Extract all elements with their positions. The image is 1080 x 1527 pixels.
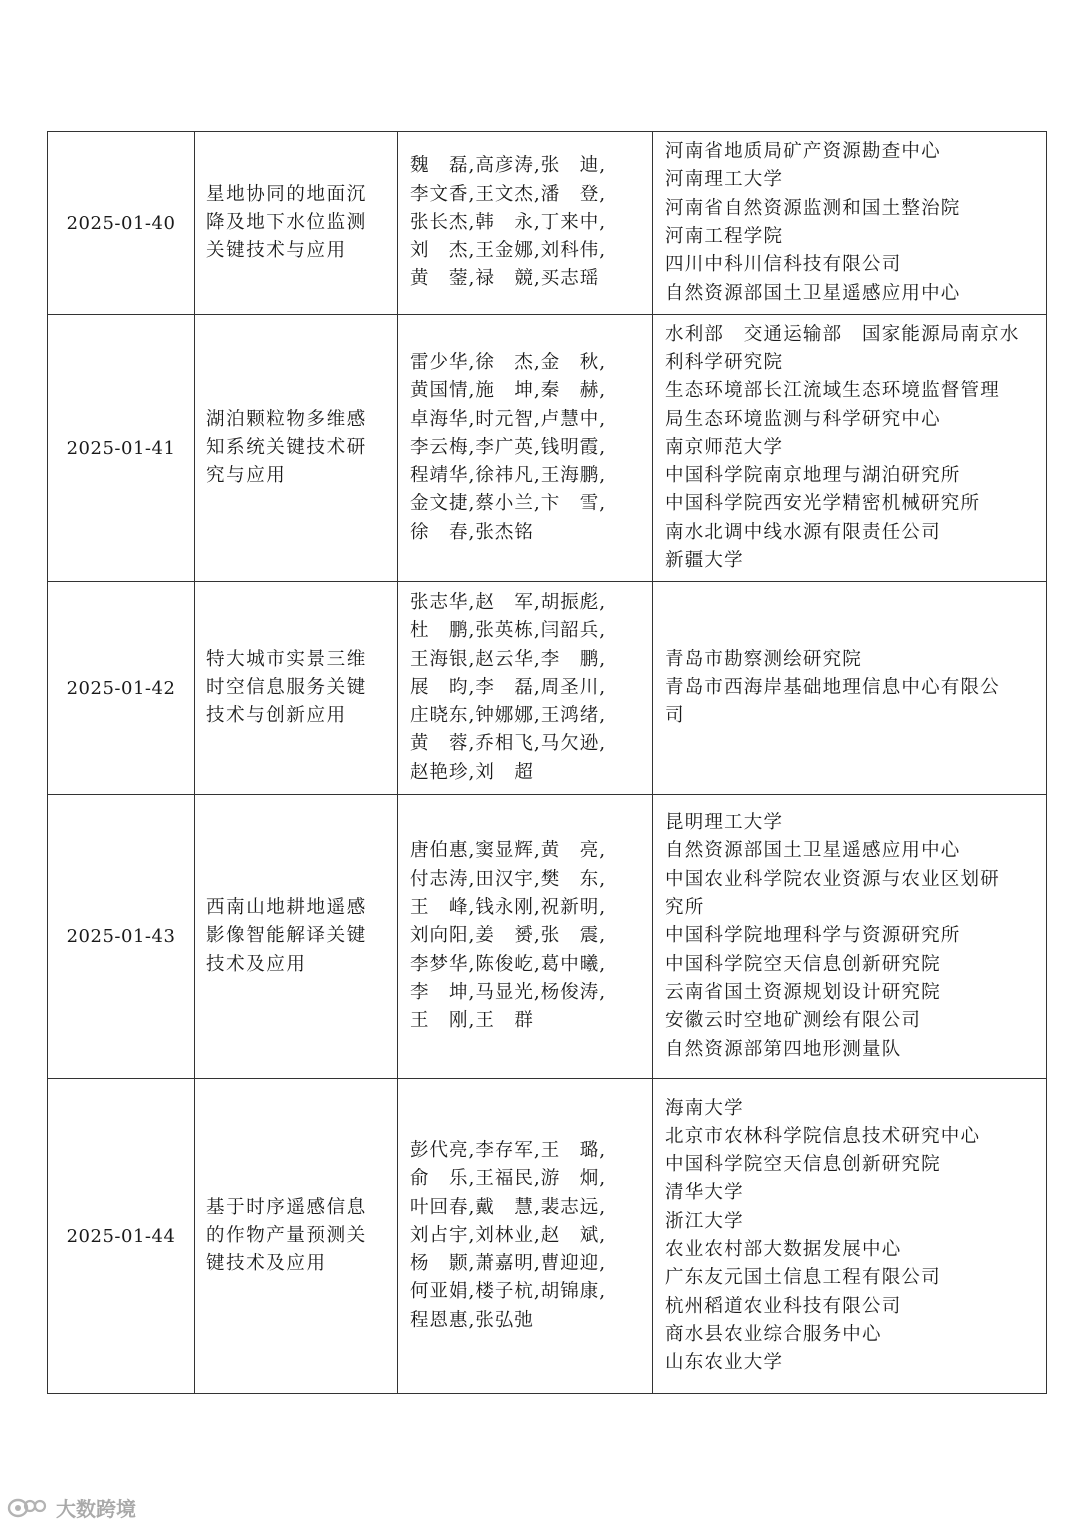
watermark (6, 1492, 136, 1522)
project-code: 2025-01-43 (48, 795, 195, 1079)
organizations: 青岛市勘察测绘研究院 青岛市西海岸基础地理信息中心有限公 司 (653, 582, 1047, 795)
project-name: 西南山地耕地遥感 影像智能解译关键 技术及应用 (195, 795, 398, 1079)
project-code: 2025-01-42 (48, 582, 195, 795)
table-row (48, 795, 1047, 1079)
project-code: 2025-01-41 (48, 315, 195, 582)
table-row (48, 582, 1047, 795)
organizations: 河南省地质局矿产资源勘查中心 河南理工大学 河南省自然资源监测和国土整治院 河南工程学院 四川中科川信科技有限公司 自然资源部国土卫星遥感应用中心 (653, 132, 1047, 315)
completers: 张志华,赵 军,胡振彪, 杜 鹏,张英栋,闫韶兵, 王海银,赵云华,李 鹏, 展 昀,李 磊,周圣川, 庄晓东,钟娜娜,王鸿绪, 黄 蓉,乔相飞,马欠逊, 赵艳珍,刘 超 (398, 582, 653, 795)
table-row (48, 1079, 1047, 1394)
table-row (48, 315, 1047, 582)
project-name: 基于时序遥感信息 的作物产量预测关 键技术及应用 (195, 1079, 398, 1394)
table-row (48, 132, 1047, 315)
project-code: 2025-01-44 (48, 1079, 195, 1394)
project-name: 星地协同的地面沉 降及地下水位监测 关键技术与应用 (195, 132, 398, 315)
project-name: 湖泊颗粒物多维感 知系统关键技术研 究与应用 (195, 315, 398, 582)
project-name: 特大城市实景三维 时空信息服务关键 技术与创新应用 (195, 582, 398, 795)
organizations: 海南大学 北京市农林科学院信息技术研究中心 中国科学院空天信息创新研究院 清华大学 浙江大学 农业农村部大数据发展中心 广东友元国土信息工程有限公司 杭州稻道农业科技有限公司 商水县农业综合服务中心 山东农业大学 (653, 1079, 1047, 1394)
completers: 雷少华,徐 杰,金 秋, 黄国情,施 坤,秦 赫, 卓海华,时元智,卢慧中, 李云梅,李广英,钱明霞, 程靖华,徐祎凡,王海鹏, 金文捷,蔡小兰,卞 雪, 徐 春,张杰铭 (398, 315, 653, 582)
watermark-text: 大数跨境 (56, 1496, 136, 1521)
organizations: 水利部 交通运输部 国家能源局南京水 利科学研究院 生态环境部长江流域生态环境监督管理 局生态环境监测与科学研究中心 南京师范大学 中国科学院南京地理与湖泊研究所 中国科学院西安光学精密机械研究所 南水北调中线水源有限责任公司 新疆大学 (653, 315, 1047, 582)
awards-table (47, 131, 1047, 1394)
completers: 唐伯惠,窦显辉,黄 亮, 付志涛,田汉宇,樊 东, 王 峰,钱永刚,祝新明, 刘向阳,姜 赟,张 震, 李梦华,陈俊屹,葛中曦, 李 坤,马显光,杨俊涛, 王 刚,王 群 (398, 795, 653, 1079)
weibo-logo-icon (6, 1494, 50, 1520)
project-code: 2025-01-40 (48, 132, 195, 315)
organizations: 昆明理工大学 自然资源部国土卫星遥感应用中心 中国农业科学院农业资源与农业区划研 究所 中国科学院地理科学与资源研究所 中国科学院空天信息创新研究院 云南省国土资源规划设计研究院 安徽云时空地矿测绘有限公司 自然资源部第四地形测量队 (653, 795, 1047, 1079)
completers: 彭代亮,李存军,王 璐, 俞 乐,王福民,游 炯, 叶回春,戴 慧,裴志远, 刘占宇,刘林业,赵 斌, 杨 颢,萧嘉明,曹迎迎, 何亚娟,楼子杭,胡锦康, 程恩惠,张弘弛 (398, 1079, 653, 1394)
completers: 魏 磊,高彦涛,张 迪, 李文香,王文杰,潘 登, 张长杰,韩 永,丁来中, 刘 杰,王金娜,刘科伟, 黄 蓥,禄 競,买志瑶 (398, 132, 653, 315)
